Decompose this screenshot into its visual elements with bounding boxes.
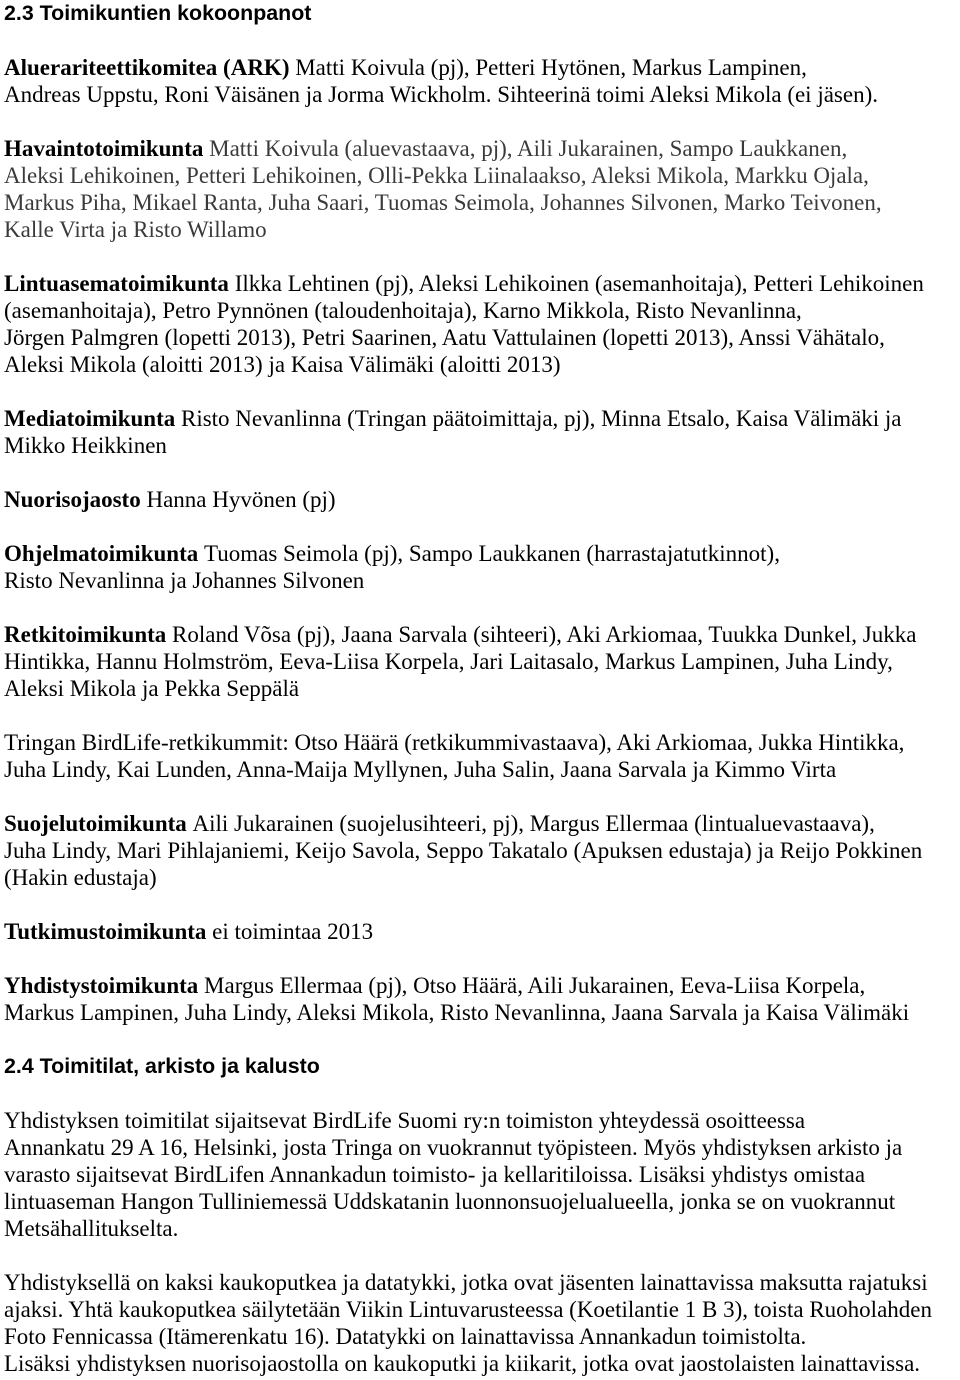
committee-name: Havaintotoimikunta [4,136,204,161]
text-line: Mikko Heikkinen [4,433,167,458]
line-text: Aili Jukarainen (suojelusihteeri, pj), Margus Ellermaa (lintualuevastaava), [192,811,875,836]
line-text: Hanna Hyvönen (pj) [146,487,336,512]
text-line [4,810,960,837]
text-line: Risto Nevanlinna ja Johannes Silvonen [4,568,365,593]
committee-name: Ohjelmatoimikunta [4,541,199,566]
text-line: Jörgen Palmgren (lopetti 2013), Petri Saarinen, Aatu Vattulainen (lopetti 2013), Anssi Vähätalo, [4,325,885,350]
text-line [4,972,960,999]
text-line [4,621,960,648]
line-text: Roland Võsa (pj), Jaana Sarvala (sihteeri), Aki Arkiomaa, Tuukka Dunkel, Jukka [172,622,917,647]
line-text: Margus Ellermaa (pj), Otso Häärä, Aili Jukarainen, Eeva-Liisa Korpela, [204,973,866,998]
committee-name: Mediatoimikunta [4,406,176,431]
paragraph-tutkimustoimikunta [4,918,960,945]
text-line [4,135,960,162]
paragraph-ark [4,54,960,108]
line-text: Ilkka Lehtinen (pj), Aleksi Lehikoinen (asemanhoitaja), Petteri Lehikoinen [234,271,924,296]
text-line: Tringan BirdLife-retkikummit: Otso Häärä (retkikummivastaava), Aki Arkiomaa, Jukka Hintikka, [4,730,905,755]
committee-name: Suojelutoimikunta [4,811,187,836]
text-line: Markus Piha, Mikael Ranta, Juha Saari, Tuomas Seimola, Johannes Silvonen, Marko Teivonen, [4,190,882,215]
paragraph-premises [4,1107,960,1242]
paragraph-mediatoimikunta [4,405,960,459]
committee-name: Yhdistystoimikunta [4,973,199,998]
text-line: varasto sijaitsevat BirdLifen Annankadun toimisto- ja kellaritiloissa. Lisäksi yhdistys omistaa [4,1162,866,1187]
committee-name: Nuorisojaosto [4,487,141,512]
text-line: Metsähallitukselta. [4,1216,179,1241]
committee-name: Tutkimustoimikunta [4,919,207,944]
line-text: Tuomas Seimola (pj), Sampo Laukkanen (harrastajatutkinnot), [203,541,780,566]
text-line [4,54,960,81]
paragraph-ohjelmatoimikunta [4,540,960,594]
text-line: Aleksi Mikola ja Pekka Seppälä [4,676,300,701]
paragraph-equipment [4,1269,960,1377]
text-line [4,405,960,432]
text-line: Aleksi Lehikoinen, Petteri Lehikoinen, Olli-Pekka Liinalaakso, Aleksi Mikola, Markku Ojala, [4,163,869,188]
paragraph-lintuasematoimikunta [4,270,960,378]
committee-name: Lintuasematoimikunta [4,271,229,296]
text-line [4,540,960,567]
text-line: Annankatu 29 A 16, Helsinki, josta Tringa on vuokrannut työpisteen. Myös yhdistyksen arkisto ja [4,1135,903,1160]
section-premises [4,1053,960,1377]
committee-name: Retkitoimikunta [4,622,167,647]
text-line: Juha Lindy, Kai Lunden, Anna-Maija Myllynen, Juha Salin, Jaana Sarvala ja Kimmo Virta [4,757,837,782]
paragraph-nuorisojaosto [4,486,960,513]
text-line: (Hakin edustaja) [4,865,157,890]
line-text: Matti Koivula (pj), Petteri Hytönen, Markus Lampinen, [295,55,807,80]
text-line: Andreas Uppstu, Roni Väisänen ja Jorma Wickholm. Sihteerinä toimi Aleksi Mikola (ei jäsen). [4,82,878,107]
paragraph-retkitoimikunta [4,621,960,702]
text-line: Kalle Virta ja Risto Willamo [4,217,267,242]
section-committees [4,0,960,1026]
text-line: Yhdistyksen toimitilat sijaitsevat BirdLife Suomi ry:n toimiston yhteydessä osoitteessa [4,1108,806,1133]
text-line: Foto Fennicassa (Itämerenkatu 16). Datatykki on lainattavissa Annankadun toimistolta. [4,1324,807,1349]
text-line [4,486,960,513]
text-line [4,270,960,297]
text-line: Markus Lampinen, Juha Lindy, Aleksi Mikola, Risto Nevanlinna, Jaana Sarvala ja Kaisa Välimäki [4,1000,910,1025]
section-heading: 2.3 Toimikuntien kokoonpanot [4,1,312,25]
text-line: ajaksi. Yhtä kaukoputkea säilytetään Viikin Lintuvarusteessa (Koetilantie 1 B 3), toista Ruoholahden [4,1297,932,1322]
committee-name: Aluerariteettikomitea (ARK) [4,55,290,80]
text-line: Juha Lindy, Mari Pihlajaniemi, Keijo Savola, Seppo Takatalo (Apuksen edustaja) ja Reijo Pokkinen [4,838,923,863]
paragraph-retkikummit [4,729,960,783]
line-text: Risto Nevanlinna (Tringan päätoimittaja, pj), Minna Etsalo, Kaisa Välimäki ja [180,406,902,431]
text-line: Aleksi Mikola (aloitti 2013) ja Kaisa Välimäki (aloitti 2013) [4,352,561,377]
text-line [4,918,960,945]
line-text: ei toimintaa 2013 [212,919,374,944]
section-heading: 2.4 Toimitilat, arkisto ja kalusto [4,1054,320,1078]
text-line: Lisäksi yhdistyksen nuorisojaostolla on kaukoputki ja kiikarit, jotka ovat jaostolaisten lainattavissa. [4,1351,921,1376]
line-text: Matti Koivula (aluevastaava, pj), Aili Jukarainen, Sampo Laukkanen, [209,136,848,161]
text-line: Yhdistyksellä on kaksi kaukoputkea ja datatykki, jotka ovat jäsenten lainattavissa maksutta rajatuksi [4,1270,928,1295]
paragraph-havaintotoimikunta [4,135,960,243]
text-line: lintuaseman Hangon Tulliniemessä Uddskatanin luonnonsuojelualueella, jonka se on vuokrannut [4,1189,896,1214]
text-line: (asemanhoitaja), Petro Pynnönen (taloudenhoitaja), Karno Mikkola, Risto Nevanlinna, [4,298,802,323]
paragraph-yhdistystoimikunta [4,972,960,1026]
text-line: Hintikka, Hannu Holmström, Eeva-Liisa Korpela, Jari Laitasalo, Markus Lampinen, Juha Lindy, [4,649,893,674]
paragraph-suojelutoimikunta [4,810,960,891]
